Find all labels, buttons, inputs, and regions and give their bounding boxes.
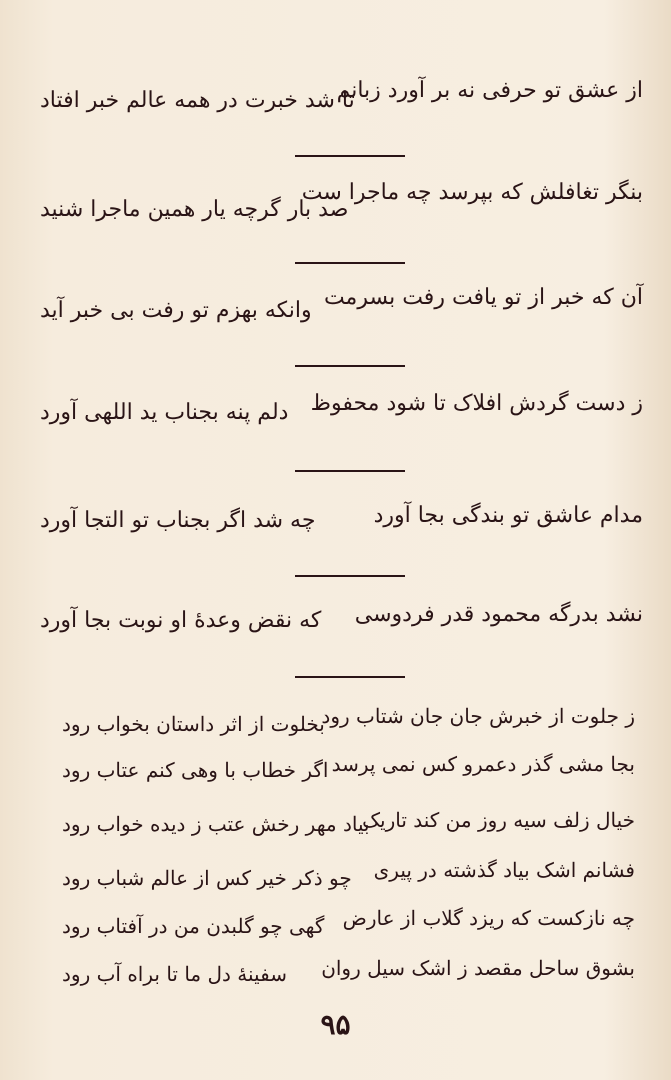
couplet-4-second-hemistich: دلم پنه بجناب ید اللهی آورد <box>40 400 289 425</box>
section-divider-1 <box>295 155 405 157</box>
ghazal-line-4-right: فشانم اشک بیاد گذشته در پیری <box>373 858 635 882</box>
ghazal-line-1-left: بخلوت از اثر داستان بخواب رود <box>62 712 325 736</box>
couplet-2-second-hemistich: صد بار گرچه یار همین ماجرا شنید <box>40 197 349 222</box>
section-divider-2 <box>295 262 405 264</box>
ghazal-line-2-right: بجا مشی گذر دعمرو کس نمی پرسد <box>331 752 635 776</box>
couplet-2-first-hemistich: بنگر تغافلش که بپرسد چه ماجرا ست <box>301 180 643 205</box>
couplet-6-first-hemistich: نشد بدرگه محمود قدر فردوسی <box>354 602 643 627</box>
ghazal-line-5-left: گهی چو گلبدن من در آفتاب رود <box>62 914 325 938</box>
couplet-4-first-hemistich: ز دست گردش افلاک تا شود محفوظ <box>310 391 643 416</box>
couplet-3-first-hemistich: آن که خبر از تو یافت رفت بسرمت <box>323 285 643 310</box>
ghazal-line-3-right: خیال زلف سیه روز من کند تاریک <box>362 808 635 832</box>
ghazal-line-6-right: بشوق ساحل مقصد ز اشک سیل روان <box>321 956 635 980</box>
ghazal-line-1-right: ز جلوت از خبرش جان جان شتاب رود <box>321 704 635 728</box>
couplet-1-first-hemistich: از عشق تو حرفی نه بر آورد زبانم <box>336 78 643 103</box>
section-divider-4 <box>295 470 405 472</box>
couplet-6-second-hemistich: که نقض وعدهٔ او نوبت بجا آورد <box>40 608 322 633</box>
ghazal-line-6-left: سفینهٔ دل ما تا براه آب رود <box>62 962 287 986</box>
ghazal-line-5-right: چه نازکست که ریزد گلاب از عارض <box>342 906 635 930</box>
ghazal-line-2-left: اگر خطاب با وهی کنم عتاب رود <box>62 758 329 782</box>
section-divider-5 <box>295 575 405 577</box>
section-divider-3 <box>295 365 405 367</box>
page-number: ۹۵ <box>320 1008 351 1041</box>
couplet-1-second-hemistich: تا شد خبرت در همه عالم خبر افتاد <box>40 88 355 113</box>
section-divider-6 <box>295 676 405 678</box>
ghazal-line-3-left: بیاد مهر رخش عتب ز دیده خواب رود <box>62 812 370 836</box>
ghazal-line-4-left: چو ذکر خیر کس از عالم شباب رود <box>62 866 352 890</box>
couplet-5-first-hemistich: مدام عاشق تو بندگی بجا آورد <box>373 503 643 528</box>
couplet-5-second-hemistich: چه شد اگر بجناب تو التجا آورد <box>40 508 316 533</box>
couplet-3-second-hemistich: وانکه بهزم تو رفت بی خبر آید <box>40 298 312 323</box>
